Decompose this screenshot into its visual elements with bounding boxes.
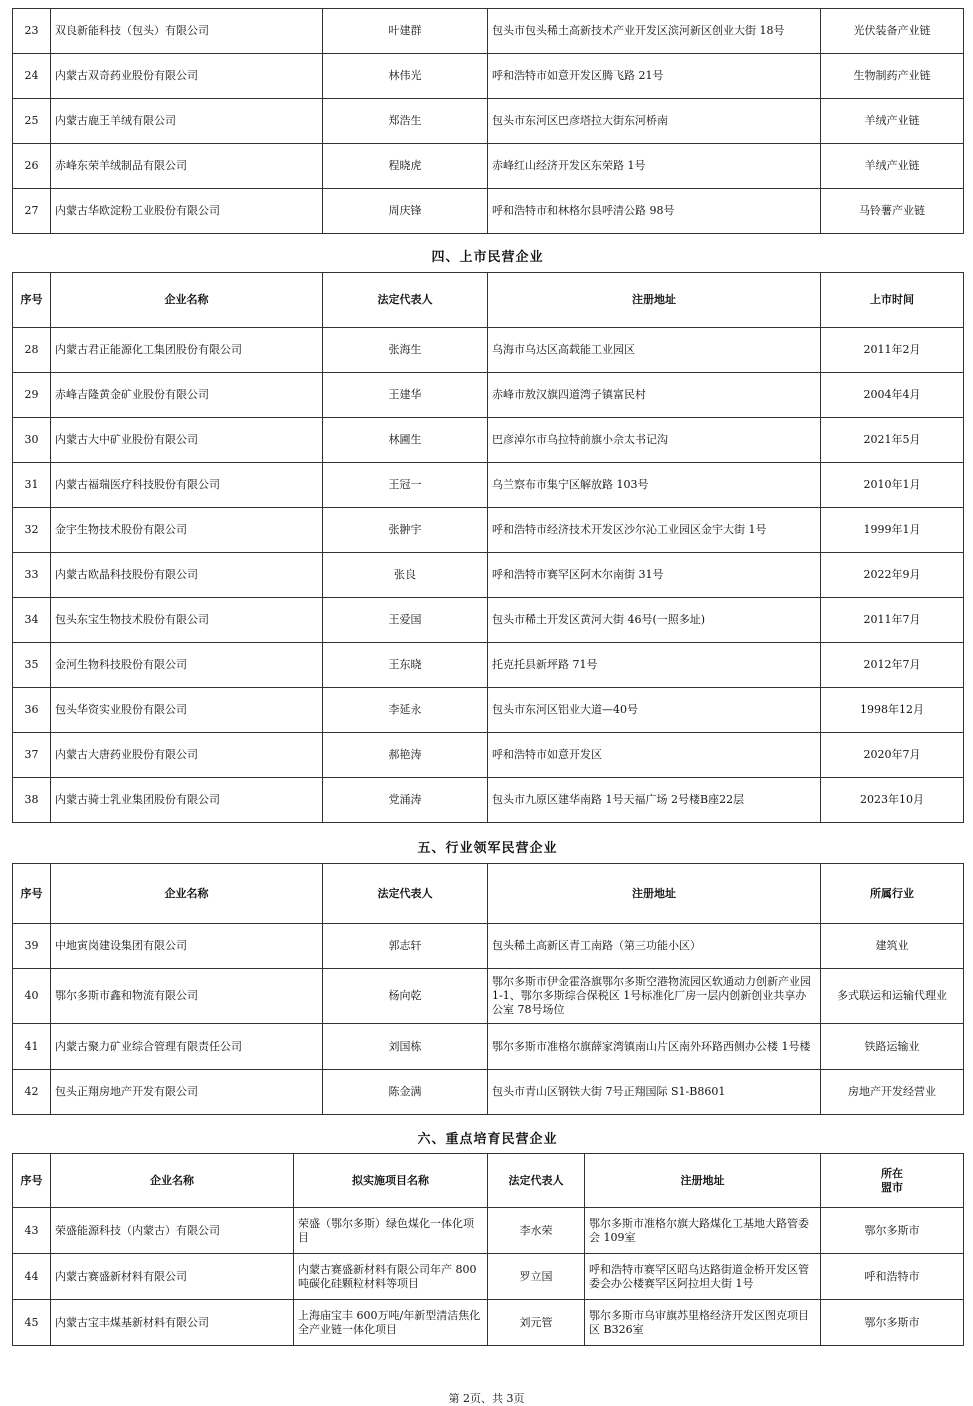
cell-extra: 2020年7月: [821, 733, 964, 778]
cell-city: 鄂尔多斯市: [821, 1300, 964, 1346]
header-project: 拟实施项目名称: [294, 1154, 488, 1208]
cell-legal-rep: 李水荣: [488, 1208, 585, 1254]
cell-legal-rep: 张海生: [323, 328, 488, 373]
cell-company-name: 内蒙古双奇药业股份有限公司: [51, 54, 323, 99]
cell-extra: 铁路运输业: [821, 1024, 964, 1070]
cell-no: 41: [13, 1024, 51, 1070]
cell-legal-rep: 王冠一: [323, 463, 488, 508]
cell-address: 呼和浩特市赛罕区阿木尔南街 31号: [488, 553, 821, 598]
cell-address: 鄂尔多斯市乌审旗苏里格经济开发区图克项目区 B326室: [585, 1300, 821, 1346]
header-rep: 法定代表人: [323, 864, 488, 924]
cell-legal-rep: 郝艳涛: [323, 733, 488, 778]
cell-no: 23: [13, 9, 51, 54]
cell-extra: 羊绒产业链: [821, 144, 964, 189]
cell-extra: 光伏装备产业链: [821, 9, 964, 54]
cell-company-name: 金河生物科技股份有限公司: [51, 643, 323, 688]
cell-address: 托克托县新坪路 71号: [488, 643, 821, 688]
cell-legal-rep: 刘元管: [488, 1300, 585, 1346]
cell-no: 39: [13, 924, 51, 969]
cell-no: 34: [13, 598, 51, 643]
cell-extra: 2011年7月: [821, 598, 964, 643]
cell-no: 24: [13, 54, 51, 99]
cell-extra: 建筑业: [821, 924, 964, 969]
table-row: [13, 463, 964, 508]
header-addr: 注册地址: [488, 864, 821, 924]
cell-address: 呼和浩特市如意开发区: [488, 733, 821, 778]
cell-address: 鄂尔多斯市伊金霍洛旗鄂尔多斯空港物流园区软通动力创新产业园 1-1、鄂尔多斯综合保税区 1号标准化厂房一层内创新创业共享办公室 78号场位: [488, 969, 821, 1024]
cell-company-name: 内蒙古骑士乳业集团股份有限公司: [51, 778, 323, 823]
cell-extra: 多式联运和运输代理业: [821, 969, 964, 1024]
cell-no: 30: [13, 418, 51, 463]
header-no: 序号: [13, 273, 51, 328]
cell-legal-rep: 张翀宇: [323, 508, 488, 553]
cell-legal-rep: 王东晓: [323, 643, 488, 688]
section-title-key-cultivation: 六、重点培育民营企业: [417, 1132, 558, 1147]
table-row: [13, 99, 964, 144]
cell-no: 29: [13, 373, 51, 418]
cell-address: 赤峰市敖汉旗四道湾子镇富民村: [488, 373, 821, 418]
cell-address: 包头市稀土开发区黄河大街 46号(一照多址): [488, 598, 821, 643]
header-no: 序号: [13, 864, 51, 924]
table-row: [13, 553, 964, 598]
cell-no: 27: [13, 189, 51, 234]
page-number: 第 2页、共 3页: [448, 1392, 525, 1405]
cell-address: 包头市包头稀土高新技术产业开发区滨河新区创业大街 18号: [488, 9, 821, 54]
cell-no: 42: [13, 1070, 51, 1115]
cell-extra: 生物制药产业链: [821, 54, 964, 99]
cell-no: 44: [13, 1254, 51, 1300]
table-key-cultivation: [12, 1153, 964, 1346]
table-row: [13, 189, 964, 234]
cell-no: 37: [13, 733, 51, 778]
cell-legal-rep: 李延永: [323, 688, 488, 733]
table-row: [13, 328, 964, 373]
table-row: [13, 1024, 964, 1070]
cell-address: 包头稀土高新区青工南路（第三功能小区）: [488, 924, 821, 969]
header-city-line2: 盟市: [881, 1180, 903, 1194]
cell-city: 呼和浩特市: [821, 1254, 964, 1300]
cell-legal-rep: 罗立国: [488, 1254, 585, 1300]
cell-company-name: 内蒙古大唐药业股份有限公司: [51, 733, 323, 778]
cell-address: 呼和浩特市和林格尔县呼清公路 98号: [488, 189, 821, 234]
cell-company-name: 包头华资实业股份有限公司: [51, 688, 323, 733]
cell-extra: 2023年10月: [821, 778, 964, 823]
cell-extra: 1999年1月: [821, 508, 964, 553]
cell-company-name: 内蒙古鹿王羊绒有限公司: [51, 99, 323, 144]
cell-extra: 马铃薯产业链: [821, 189, 964, 234]
cell-company-name: 包头正翔房地产开发有限公司: [51, 1070, 323, 1115]
cell-no: 36: [13, 688, 51, 733]
cell-project: 上海庙宝丰 600万吨/年新型清洁焦化全产业链一体化项目: [294, 1300, 488, 1346]
header-no: 序号: [13, 1154, 51, 1208]
table-row: [13, 418, 964, 463]
cell-extra: 2022年9月: [821, 553, 964, 598]
cell-address: 鄂尔多斯市准格尔旗大路煤化工基地大路管委会 109室: [585, 1208, 821, 1254]
header-name: 企业名称: [51, 1154, 294, 1208]
header-rep: 法定代表人: [488, 1154, 585, 1208]
cell-address: 呼和浩特市如意开发区腾飞路 21号: [488, 54, 821, 99]
cell-no: 35: [13, 643, 51, 688]
cell-legal-rep: 叶建群: [323, 9, 488, 54]
cell-legal-rep: 党涌涛: [323, 778, 488, 823]
table-industry-chain: [12, 8, 964, 234]
cell-legal-rep: 刘国栋: [323, 1024, 488, 1070]
cell-extra: 2021年5月: [821, 418, 964, 463]
header-addr: 注册地址: [488, 273, 821, 328]
cell-extra: 2011年2月: [821, 328, 964, 373]
cell-address: 乌兰察布市集宁区解放路 103号: [488, 463, 821, 508]
table-row: [13, 1208, 964, 1254]
cell-legal-rep: 王爱国: [323, 598, 488, 643]
table-row: [13, 924, 964, 969]
cell-extra: 羊绒产业链: [821, 99, 964, 144]
cell-company-name: 内蒙古聚力矿业综合管理有限责任公司: [51, 1024, 323, 1070]
cell-no: 33: [13, 553, 51, 598]
cell-company-name: 鄂尔多斯市鑫和物流有限公司: [51, 969, 323, 1024]
cell-company-name: 金宇生物技术股份有限公司: [51, 508, 323, 553]
header-city-line1: 所在: [881, 1166, 903, 1180]
table-row: [13, 1070, 964, 1115]
cell-address: 赤峰红山经济开发区东荣路 1号: [488, 144, 821, 189]
cell-company-name: 中地寅岗建设集团有限公司: [51, 924, 323, 969]
table-row: [13, 54, 964, 99]
cell-company-name: 赤峰东荣羊绒制品有限公司: [51, 144, 323, 189]
cell-no: 26: [13, 144, 51, 189]
cell-legal-rep: 张良: [323, 553, 488, 598]
cell-company-name: 内蒙古宝丰煤基新材料有限公司: [51, 1300, 294, 1346]
cell-company-name: 内蒙古大中矿业股份有限公司: [51, 418, 323, 463]
header-industry: 所属行业: [821, 864, 964, 924]
cell-no: 31: [13, 463, 51, 508]
cell-address: 巴彦淖尔市乌拉特前旗小佘太书记沟: [488, 418, 821, 463]
table-row: [13, 1300, 964, 1346]
table-row: [13, 144, 964, 189]
cell-legal-rep: 杨向乾: [323, 969, 488, 1024]
cell-legal-rep: 林伟光: [323, 54, 488, 99]
cell-company-name: 荣盛能源科技（内蒙古）有限公司: [51, 1208, 294, 1254]
cell-no: 43: [13, 1208, 51, 1254]
cell-company-name: 双良新能科技（包头）有限公司: [51, 9, 323, 54]
cell-address: 包头市东河区铝业大道—40号: [488, 688, 821, 733]
cell-company-name: 内蒙古赛盛新材料有限公司: [51, 1254, 294, 1300]
cell-company-name: 内蒙古君正能源化工集团股份有限公司: [51, 328, 323, 373]
table-row: [13, 373, 964, 418]
cell-address: 乌海市乌达区高载能工业园区: [488, 328, 821, 373]
table-row: [13, 733, 964, 778]
table-row: [13, 1254, 964, 1300]
header-addr: 注册地址: [585, 1154, 821, 1208]
table-row: [13, 643, 964, 688]
cell-address: 包头市东河区巴彦塔拉大街东河桥南: [488, 99, 821, 144]
cell-legal-rep: 林圃生: [323, 418, 488, 463]
cell-company-name: 赤峰吉隆黄金矿业股份有限公司: [51, 373, 323, 418]
cell-address: 呼和浩特市经济技术开发区沙尔沁工业园区金宇大街 1号: [488, 508, 821, 553]
table-row: [13, 9, 964, 54]
table-row: [13, 598, 964, 643]
table-row: [13, 688, 964, 733]
cell-address: 包头市青山区钢铁大街 7号正翔国际 S1-B8601: [488, 1070, 821, 1115]
header-rep: 法定代表人: [323, 273, 488, 328]
table-leading-enterprises: [12, 863, 964, 1115]
table-row: [13, 778, 964, 823]
cell-no: 40: [13, 969, 51, 1024]
header-name: 企业名称: [51, 864, 323, 924]
cell-legal-rep: 郭志轩: [323, 924, 488, 969]
table-listed-enterprises: [12, 272, 964, 823]
cell-extra: 1998年12月: [821, 688, 964, 733]
header-name: 企业名称: [51, 273, 323, 328]
table-row: [13, 969, 964, 1024]
cell-no: 32: [13, 508, 51, 553]
cell-extra: 2010年1月: [821, 463, 964, 508]
header-listing-date: 上市时间: [821, 273, 964, 328]
cell-no: 45: [13, 1300, 51, 1346]
cell-city: 鄂尔多斯市: [821, 1208, 964, 1254]
cell-extra: 房地产开发经营业: [821, 1070, 964, 1115]
cell-no: 25: [13, 99, 51, 144]
cell-company-name: 内蒙古欧晶科技股份有限公司: [51, 553, 323, 598]
cell-address: 包头市九原区建华南路 1号天福广场 2号楼B座22层: [488, 778, 821, 823]
cell-no: 28: [13, 328, 51, 373]
cell-company-name: 内蒙古福瑞医疗科技股份有限公司: [51, 463, 323, 508]
cell-no: 38: [13, 778, 51, 823]
table-row: [13, 508, 964, 553]
cell-legal-rep: 郑浩生: [323, 99, 488, 144]
cell-project: 内蒙古赛盛新材料有限公司年产 800吨碳化硅颗粒材料等项目: [294, 1254, 488, 1300]
cell-address: 呼和浩特市赛罕区昭乌达路街道金桥开发区管委会办公楼赛罕区阿拉坦大街 1号: [585, 1254, 821, 1300]
section-title-leading: 五、行业领军民营企业: [417, 841, 558, 856]
cell-project: 荣盛（鄂尔多斯）绿色煤化一体化项目: [294, 1208, 488, 1254]
header-city: [821, 1154, 964, 1208]
cell-legal-rep: 王建华: [323, 373, 488, 418]
cell-legal-rep: 陈金满: [323, 1070, 488, 1115]
cell-company-name: 内蒙古华欧淀粉工业股份有限公司: [51, 189, 323, 234]
cell-company-name: 包头东宝生物技术股份有限公司: [51, 598, 323, 643]
section-title-listed: 四、上市民营企业: [431, 250, 544, 265]
cell-extra: 2004年4月: [821, 373, 964, 418]
cell-legal-rep: 周庆锋: [323, 189, 488, 234]
cell-extra: 2012年7月: [821, 643, 964, 688]
cell-legal-rep: 程晓虎: [323, 144, 488, 189]
cell-address: 鄂尔多斯市准格尔旗薛家湾镇南山片区南外环路西侧办公楼 1号楼: [488, 1024, 821, 1070]
